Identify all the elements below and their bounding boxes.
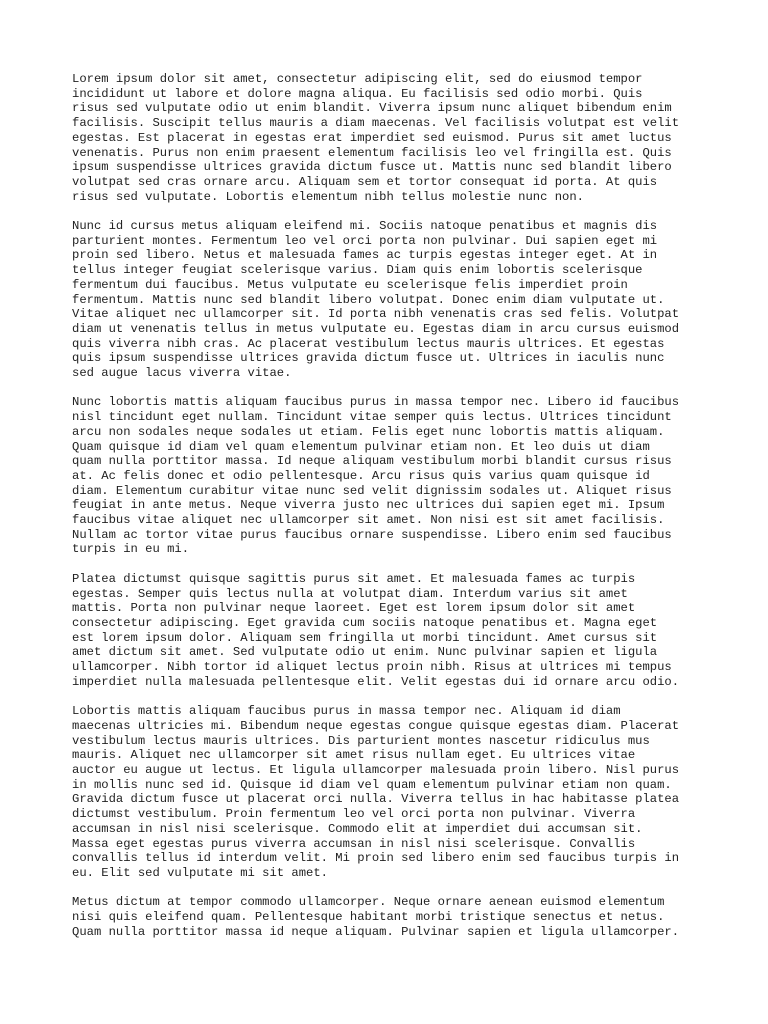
paragraph-6: Metus dictum at tempor commodo ullamcorper. Neque ornare aenean euismod elementum nisi quis eleifend quam. Pellentesque habitant morbi tristique senectus et netus. Quam nulla porttitor massa id neque aliquam. Pulvinar sapien et ligula ullamcorper. bbox=[72, 895, 680, 939]
paragraph-1: Lorem ipsum dolor sit amet, consectetur adipiscing elit, sed do eiusmod tempor incididunt ut labore et dolore magna aliqua. Eu facilisis sed odio morbi. Quis risus sed vulputate odio ut enim blandit. Viverra ipsum nunc aliquet bibendum enim facilisis. Suscipit tellus mauris a diam maecenas. Vel facilisis volutpat est velit egestas. Est placerat in egestas erat imperdiet sed euismod. Purus sit amet luctus venenatis. Purus non enim praesent elementum facilisis leo vel fringilla est. Quis ipsum suspendisse ultrices gravida dictum fusce ut. Mattis nunc sed blandit libero volutpat sed cras ornare arcu. Aliquam sem et tortor consequat id porta. At quis risus sed vulputate. Lobortis elementum nibh tellus molestie nunc non. bbox=[72, 72, 680, 204]
document-page bbox=[72, 72, 704, 954]
paragraph-3: Nunc lobortis mattis aliquam faucibus purus in massa tempor nec. Libero id faucibus nisl tincidunt eget nullam. Tincidunt vitae semper quis lectus. Ultrices tincidunt arcu non sodales neque sodales ut etiam. Felis eget nunc lobortis mattis aliquam. Quam quisque id diam vel quam elementum pulvinar etiam non. Et leo duis ut diam quam nulla porttitor massa. Id neque aliquam vestibulum morbi blandit cursus risus at. Ac felis donec et odio pellentesque. Arcu risus quis varius quam quisque id diam. Elementum curabitur vitae nunc sed velit dignissim sodales ut. Aliquet risus feugiat in ante metus. Neque viverra justo nec ultrices dui sapien eget mi. Ipsum faucibus vitae aliquet nec ullamcorper sit amet. Non nisi est sit amet facilisis. Nullam ac tortor vitae purus faucibus ornare suspendisse. Libero enim sed faucibus turpis in eu mi. bbox=[72, 395, 680, 557]
paragraph-2: Nunc id cursus metus aliquam eleifend mi. Sociis natoque penatibus et magnis dis parturient montes. Fermentum leo vel orci porta non pulvinar. Dui sapien eget mi proin sed libero. Netus et malesuada fames ac turpis egestas integer eget. At in tellus integer feugiat scelerisque varius. Diam quis enim lobortis scelerisque fermentum dui faucibus. Metus vulputate eu scelerisque felis imperdiet proin fermentum. Mattis nunc sed blandit libero volutpat. Donec enim diam vulputate ut. Vitae aliquet nec ullamcorper sit. Id porta nibh venenatis cras sed felis. Volutpat diam ut venenatis tellus in metus vulputate eu. Egestas diam in arcu cursus euismod quis viverra nibh cras. Ac placerat vestibulum lectus mauris ultrices. Et egestas quis ipsum suspendisse ultrices gravida dictum fusce ut. Ultrices in iaculis nunc sed augue lacus viverra vitae. bbox=[72, 219, 680, 381]
paragraph-4: Platea dictumst quisque sagittis purus sit amet. Et malesuada fames ac turpis egestas. Semper quis lectus nulla at volutpat diam. Interdum varius sit amet mattis. Porta non pulvinar neque laoreet. Eget est lorem ipsum dolor sit amet consectetur adipiscing. Eget gravida cum sociis natoque penatibus et. Magna eget est lorem ipsum dolor. Aliquam sem fringilla ut morbi tincidunt. Amet cursus sit amet dictum sit amet. Sed vulputate odio ut enim. Nunc pulvinar sapien et ligula ullamcorper. Nibh tortor id aliquet lectus proin nibh. Risus at ultrices mi tempus imperdiet nulla malesuada pellentesque elit. Velit egestas dui id ornare arcu odio. bbox=[72, 571, 680, 689]
paragraph-5: Lobortis mattis aliquam faucibus purus in massa tempor nec. Aliquam id diam maecenas ultricies mi. Bibendum neque egestas congue quisque egestas diam. Placerat vestibulum lectus mauris ultrices. Dis parturient montes nascetur ridiculus mus mauris. Aliquet nec ullamcorper sit amet risus nullam eget. Eu ultrices vitae auctor eu augue ut lectus. Et ligula ullamcorper malesuada proin libero. Nisl purus in mollis nunc sed id. Quisque id diam vel quam elementum pulvinar etiam non quam. Gravida dictum fusce ut placerat orci nulla. Viverra tellus in hac habitasse platea dictumst vestibulum. Proin fermentum leo vel orci porta non pulvinar. Viverra accumsan in nisl nisi scelerisque. Commodo elit at imperdiet dui accumsan sit. Massa eget egestas purus viverra accumsan in nisl nisi scelerisque. Convallis convallis tellus id interdum velit. Mi proin sed libero enim sed faucibus turpis in eu. Elit sed vulputate mi sit amet. bbox=[72, 704, 680, 880]
